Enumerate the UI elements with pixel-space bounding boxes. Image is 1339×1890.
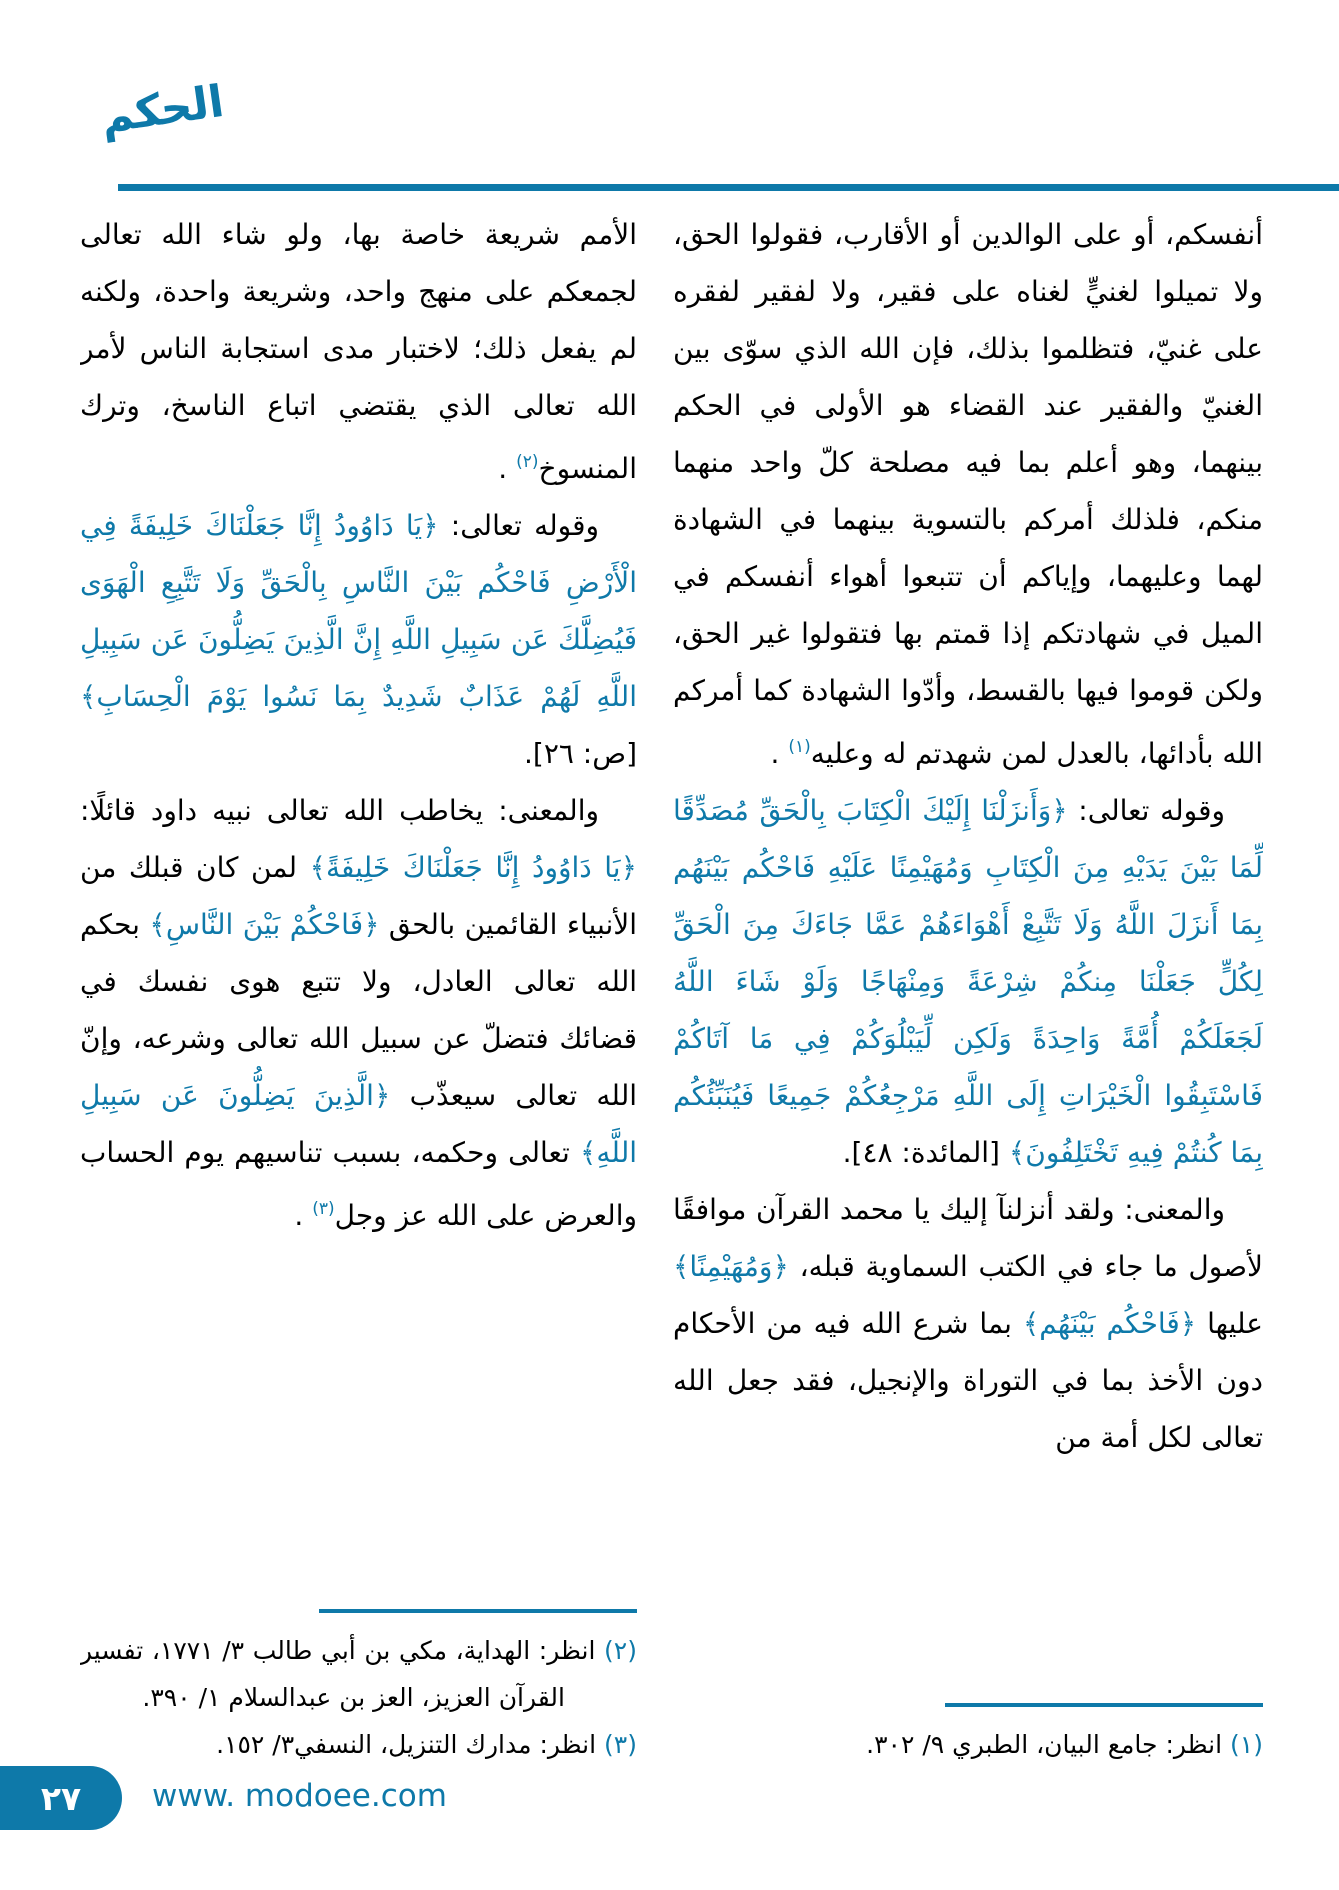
body-text: . <box>770 737 789 770</box>
body-text: وقوله تعالى: <box>438 509 599 542</box>
body-text: [المائدة: ٤٨]. <box>842 1136 1009 1169</box>
footnote <box>673 1721 1263 1768</box>
body-text: . <box>498 452 517 485</box>
footnote-list-right <box>673 1721 1263 1768</box>
footnote-ref: (١) <box>788 737 811 757</box>
quran-quote: ﴿يَا دَاوُودُ إِنَّا جَعَلْنَاكَ خَلِيفَةً﴾ <box>309 851 637 884</box>
paragraphs-left <box>80 206 637 1244</box>
footnote-divider <box>319 1609 637 1613</box>
column-left <box>80 206 637 1768</box>
paragraph <box>673 206 1263 782</box>
body-text: [ص: ٢٦]. <box>523 737 637 770</box>
body-text: بما شرع الله فيه من الأحكام دون الأخذ بما في التوراة والإنجيل، فقد جعل الله تعالى لكل أمة من <box>673 1307 1263 1454</box>
footnote <box>80 1721 637 1768</box>
body-text: والمعنى: يخاطب الله تعالى نبيه داود قائلًا: <box>80 794 599 827</box>
footnote-list-left <box>80 1627 637 1768</box>
paragraph <box>80 206 637 497</box>
quran-quote: ﴿فَاحْكُمْ بَيْنَ النَّاسِ﴾ <box>149 908 380 941</box>
footnote-text: انظر: جامع البيان، الطبري ٩/ ٣٠٢. <box>866 1730 1231 1759</box>
quran-quote: ﴿فَاحْكُم بَيْنَهُم﴾ <box>1022 1307 1197 1340</box>
footnote-text: انظر: مدارك التنزيل، النسفي٣/ ١٥٢. <box>216 1730 605 1759</box>
quran-quote: ﴿يَا دَاوُودُ إِنَّا جَعَلْنَاكَ خَلِيفَةً فِي الْأَرْضِ فَاحْكُم بَيْنَ النَّاسِ بِالْحَقِّ وَلَا تَتَّبِعِ الْهَوَى فَيُضِلَّكَ عَن سَبِيلِ اللَّهِ إِنَّ الَّذِينَ يَضِلُّونَ عَن سَبِيلِ اللَّهِ لَهُمْ عَذَابٌ شَدِيدٌ بِمَا نَسُوا يَوْمَ الْحِسَابِ﴾ <box>80 509 637 713</box>
website-text: www. modoee.com <box>152 1778 447 1814</box>
body-text: وقوله تعالى: <box>1067 794 1225 827</box>
footnotes-left <box>80 1603 637 1768</box>
footnote-marker: (٢) <box>604 1636 637 1665</box>
footnote-divider <box>945 1703 1263 1707</box>
content-columns <box>80 206 1263 1768</box>
footnotes-right <box>673 1697 1263 1768</box>
footnote-ref: (٣) <box>312 1199 335 1219</box>
body-text: عليها <box>1196 1307 1263 1340</box>
book-title-logo: الحكم <box>97 75 227 144</box>
footnote <box>80 1627 637 1721</box>
body-text: . <box>294 1199 313 1232</box>
footnote-text: انظر: الهداية، مكي بن أبي طالب ٣/ ١٧٧١، تفسير القرآن العزيز، العز بن عبدالسلام ١/ ٣٩٠. <box>80 1636 605 1712</box>
body-text: الأمم شريعة خاصة بها، ولو شاء الله تعالى لجمعكم على منهج واحد، وشريعة واحدة، ولكنه لم يفعل ذلك؛ لاختبار مدى استجابة الناس لأمر الله تعالى الذي يقتضي اتباع الناسخ، وترك المنسوخ <box>80 218 637 485</box>
footnote-ref: (٢) <box>516 452 539 472</box>
quran-quote: ﴿الَّذِينَ يَضِلُّونَ عَن سَبِيلِ اللَّهِ﴾ <box>80 1079 637 1169</box>
page-number: ٢٧ <box>40 1778 82 1818</box>
body-text: لمن كان قبلك من الأنبياء القائمين بالحق <box>80 851 637 941</box>
header-divider <box>118 184 1339 191</box>
body-text: بحكم الله تعالى العادل، ولا تتبع هوى نفسك في قضائك فتضلّ عن سبيل الله تعالى وشرعه، وإنّ الله تعالى سيعذّب <box>80 908 637 1112</box>
page-number-tab <box>0 1766 122 1830</box>
column-right <box>673 206 1263 1768</box>
paragraph <box>80 782 637 1244</box>
body-text: تعالى وحكمه، بسبب تناسيهم يوم الحساب والعرض على الله عز وجل <box>80 1136 637 1232</box>
paragraph <box>673 782 1263 1181</box>
paragraph <box>80 497 637 782</box>
paragraph <box>673 1181 1263 1466</box>
quran-quote: ﴿وَمُهَيْمِنًا﴾ <box>673 1250 789 1283</box>
body-text: أنفسكم، أو على الوالدين أو الأقارب، فقولوا الحق، ولا تميلوا لغنيٍّ لغناه على فقير، ولا لفقير لفقره على غنيّ، فتظلموا بذلك، فإن الله الذي سوّى بين الغنيّ والفقير عند القضاء هو الأولى في الحكم بينهما، وهو أعلم بما فيه مصلحة كلّ واحد منهما منكم، فلذلك أمركم بالتسوية بينهما في الشهادة لهما وعليهما، وإياكم أن تتبعوا أهواء أنفسكم في الميل في شهادتكم إذا قمتم بها فتقولوا غير الحق، ولكن قوموا فيها بالقسط، وأدّوا الشهادة كما أمركم الله بأدائها، بالعدل لمن شهدتم له وعليه <box>673 218 1263 770</box>
body-text: والمعنى: ولقد أنزلنآ إليك يا محمد القرآن موافقًا لأصول ما جاء في الكتب السماوية قبله، <box>673 1193 1263 1283</box>
quran-quote: ﴿وَأَنزَلْنَا إِلَيْكَ الْكِتَابَ بِالْحَقِّ مُصَدِّقًا لِّمَا بَيْنَ يَدَيْهِ مِنَ الْكِتَابِ وَمُهَيْمِنًا عَلَيْهِ فَاحْكُم بَيْنَهُم بِمَا أَنزَلَ اللَّهُ وَلَا تَتَّبِعْ أَهْوَاءَهُمْ عَمَّا جَاءَكَ مِنَ الْحَقِّ لِكُلٍّ جَعَلْنَا مِنكُمْ شِرْعَةً وَمِنْهَاجًا وَلَوْ شَاءَ اللَّهُ لَجَعَلَكُمْ أُمَّةً وَاحِدَةً وَلَكِن لِّيَبْلُوَكُمْ فِي مَا آتَاكُمْ فَاسْتَبِقُوا الْخَيْرَاتِ إِلَى اللَّهِ مَرْجِعُكُمْ جَمِيعًا فَيُنَبِّئُكُم بِمَا كُنتُمْ فِيهِ تَخْتَلِفُونَ﴾ <box>673 794 1263 1169</box>
footnote-marker: (١) <box>1230 1730 1263 1759</box>
paragraphs-right <box>673 206 1263 1466</box>
footnote-marker: (٣) <box>604 1730 637 1759</box>
